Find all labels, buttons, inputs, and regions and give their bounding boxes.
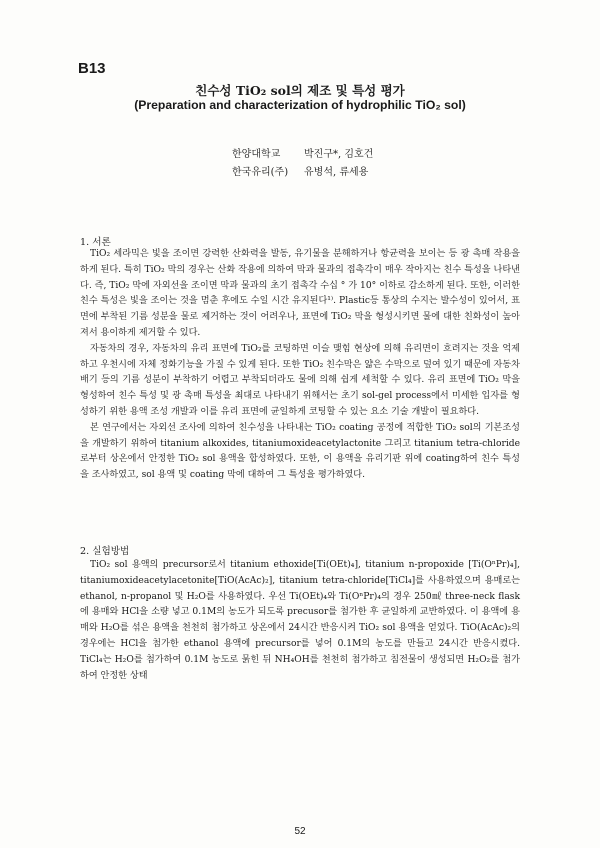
title-korean: 친수성 TiO₂ sol의 제조 및 특성 평가 bbox=[195, 83, 405, 98]
section-heading-methods: 2. 실험방법 bbox=[80, 546, 130, 557]
paragraph: TiO₂ 세라믹은 빛을 조이면 강력한 산화력을 발동, 유기물을 분해하거나 항균력을 보이는 등 광 촉매 작용을 하게 된다. 특히 TiO₂ 막의 경우는 산화 작용에 의하여 막과 물과의 접촉각이 매우 작아지는 친수 특성을 나타낸다. 즉, TiO₂ 막에 자외선을 조이면 막과 물과의 초기 접촉각 수십 ° 가 10° 이하로 감소하게 된다. 또한, 이러한 친수 특성은 빛을 조이는 것을 멈춘 후에도 수일 시간 유지된다¹⁾. Plastic등 통상의 수지는 발수성이 있어서, 표면에 부착된 기름 성분을 물로 제거하는 것이 어려우나, 표면에 TiO₂ 막을 형성시키면 물에 대한 친화성이 높아져서 용이하게 제거할 수 있다. bbox=[80, 249, 520, 338]
author-row bbox=[232, 164, 373, 182]
affiliation: 한국유리(주) bbox=[232, 167, 289, 178]
paragraph: TiO₂ sol 용액의 precursor로서 titanium ethoxide[Ti(OEt)₄], titanium n-propoxide [Ti(OⁿPr)₄], titaniumoxideacetylacetonite[TiO(AcAc)₂], titanium tetra-chloride[TiCl₄]를 사용하였으며 용매로는 ethanol, n-propanol 및 H₂O를 사용하였다. 우선 Ti(OEt)₄와 Ti(OⁿPr)₄의 경우 250㎖ three-neck flask에 용매와 HCl을 소량 넣고 0.1M의 농도가 되도록 precusor를 첨가한 후 균일하게 교반하였다. 이 용액에 용매와 H₂O를 섞은 용액을 천천히 첨가하고 상온에서 24시간 반응시켜 TiO₂ sol 용액을 얻었다. TiO(AcAc)₂의 경우에는 HCl을 첨가한 ethanol 용액에 precursor를 넣어 0.1M의 농도를 만들고 24시간 반응시켰다. TiCl₄는 H₂O를 첨가하여 0.1M 농도로 묽힌 뒤 NH₄OH를 천천히 첨가하고 침전물이 생성되면 H₂O₂를 첨가하여 안정한 상태 bbox=[80, 560, 520, 681]
page-number: 52 bbox=[294, 826, 306, 837]
section-body-intro bbox=[80, 247, 520, 484]
section-body-methods bbox=[80, 558, 520, 684]
affiliation: 한양대학교 bbox=[232, 149, 281, 160]
paragraph: 자동차의 경우, 자동차의 유리 표면에 TiO₂를 코팅하면 이슬 맺힘 현상에 의해 유리면이 흐려지는 것을 억제하고 우천시에 자체 정화기능을 가질 수 있게 된다. 또한 TiO₂ 친수막은 얇은 수막으로 덮여 있기 때문에 자동차 배기 등의 기름 성분이 부착하기 어렵고 부착되더라도 물에 의해 쉽게 세척할 수 있다. 유리 표면에 TiO₂ 막을 형성하여 친수 특성 및 광 촉매 특성을 최대로 나타내기 위해서는 초기 sol-gel process에서 미세한 입자를 형성하기 위한 용액 조성 개발과 이를 유리 표면에 균일하게 코팅할 수 있는 요소 기술 개발이 필요하다. bbox=[80, 343, 520, 417]
paragraph: 본 연구에서는 자외선 조사에 의하여 친수성을 나타내는 TiO₂ coating 공정에 적합한 TiO₂ sol의 기본조성을 개발하기 위하여 titanium alkoxides, titaniumoxideacetylactonite 그리고 titanium tetra-chloride로부터 상온에서 안정한 TiO₂ sol 용액을 합성하였다. 또한, 이 용액을 유리기판 위에 coating하여 친수 특성을 조사하였고, sol 용액 및 coating 막에 대하여 그 특성을 평가하였다. bbox=[80, 422, 520, 481]
author-names: 유병석, 류세용 bbox=[304, 167, 369, 178]
author-block bbox=[232, 146, 373, 182]
author-names: 박진구*, 김호건 bbox=[304, 149, 374, 160]
abstract-code: B13 bbox=[78, 60, 106, 77]
section-heading-intro: 1. 서론 bbox=[80, 237, 111, 248]
author-row bbox=[232, 146, 373, 164]
title-english: (Preparation and characterization of hydrophilic TiO₂ sol) bbox=[134, 98, 466, 112]
